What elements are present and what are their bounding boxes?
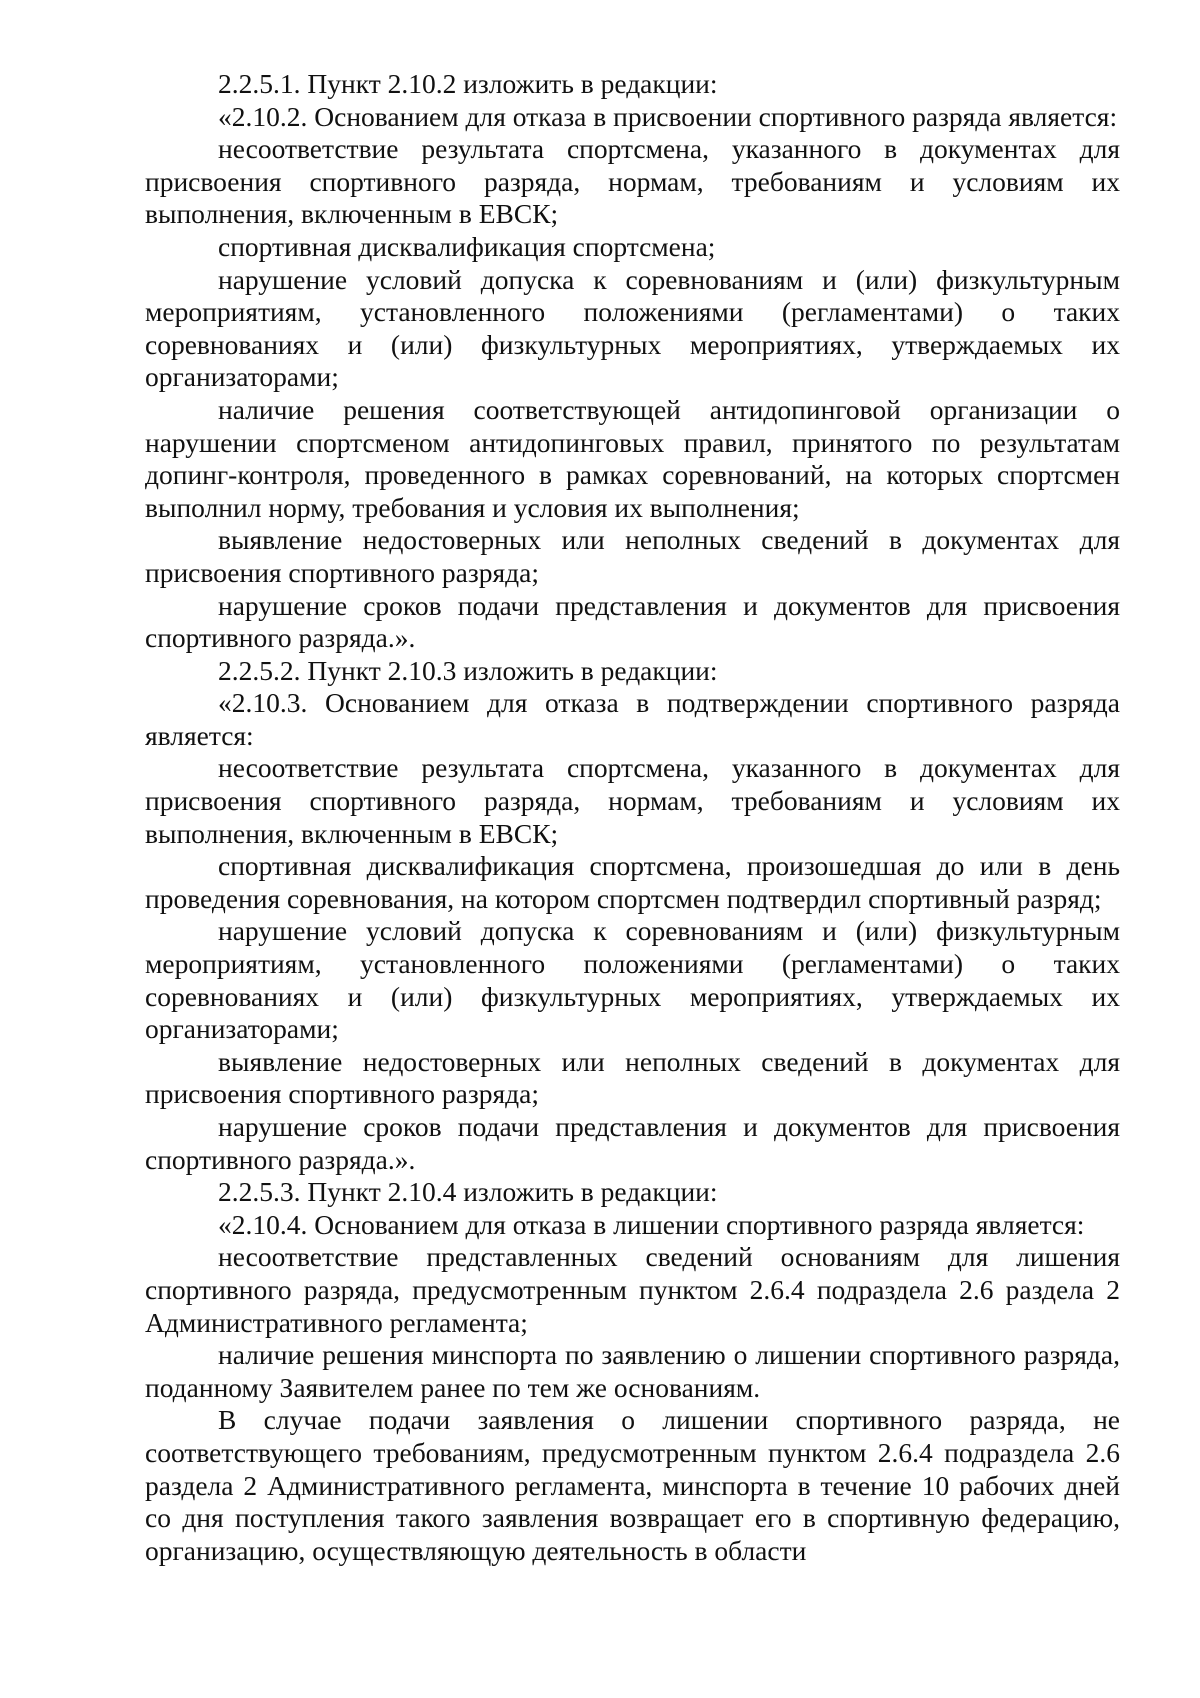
paragraph-list-item: нарушение условий допуска к соревнованиям и (или) физкультурным мероприятиям, установленного положениями (регламентами) о таких соревнованиях и (или) физкультурных мероприятиях, утверждаемых их организаторами; <box>145 263 1120 393</box>
paragraph-list-item: спортивная дисквалификация спортсмена; <box>218 230 716 262</box>
paragraph-list-item: выявление недостоверных или неполных сведений в документах для присвоения спортивного разряда; <box>145 1045 1120 1110</box>
paragraph-2-10-4-intro: «2.10.4. Основанием для отказа в лишении спортивного разряда является: <box>218 1208 1085 1240</box>
paragraph-body: В случае подачи заявления о лишении спортивного разряда, не соответствующего требованиям, предусмотренным пунктом 2.6.4 подраздела 2.6 раздела 2 Административного регламента, минспорта в течение 10 рабочих дней со дня поступления такого заявления возвращает его в спортивную федерацию, организацию, осуществляющую деятельность в области <box>145 1404 1120 1566</box>
document-page <box>145 68 1120 1567</box>
paragraph-list-item: наличие решения минспорта по заявлению о лишении спортивного разряда, поданному Заявителем ранее по тем же основаниям. <box>145 1339 1120 1403</box>
paragraph-2-2-5-1-heading: 2.2.5.1. Пункт 2.10.2 изложить в редакции: <box>218 68 718 99</box>
paragraph-2-2-5-2-heading: 2.2.5.2. Пункт 2.10.3 изложить в редакции: <box>218 654 718 686</box>
paragraph-list-item: наличие решения соответствующей антидопинговой организации о нарушении спортсменом антидопинговых правил, принятого по результатам допинг-контроля, проведенного в рамках соревнований, на которых спортсмен выполнил норму, требования и условия их выполнения; <box>145 393 1120 523</box>
paragraph-2-10-3-intro: «2.10.3. Основанием для отказа в подтверждении спортивного разряда является: <box>145 687 1120 751</box>
paragraph-2-2-5-3-heading: 2.2.5.3. Пункт 2.10.4 изложить в редакции: <box>218 1176 718 1208</box>
paragraph-list-item: спортивная дисквалификация спортсмена, произошедшая до или в день проведения соревнования, на котором спортсмен подтвердил спортивный разряд; <box>145 850 1120 914</box>
paragraph-list-item: несоответствие результата спортсмена, указанного в документах для присвоения спортивного разряда, нормам, требованиям и условиям их выполнения, включенным в ЕВСК; <box>145 752 1120 849</box>
paragraph-list-item: несоответствие результата спортсмена, указанного в документах для присвоения спортивного разряда, нормам, требованиям и условиям их выполнения, включенным в ЕВСК; <box>145 133 1120 230</box>
paragraph-list-item: несоответствие представленных сведений основаниям для лишения спортивного разряда, предусмотренным пунктом 2.6.4 подраздела 2.6 раздела 2 Административного регламента; <box>145 1241 1120 1338</box>
paragraph-list-item: нарушение сроков подачи представления и документов для присвоения спортивного разряда.». <box>145 589 1120 654</box>
paragraph-list-item: нарушение сроков подачи представления и документов для присвоения спортивного разряда.». <box>145 1111 1120 1175</box>
paragraph-list-item: выявление недостоверных или неполных сведений в документах для присвоения спортивного разряда; <box>145 524 1120 588</box>
paragraph-list-item: нарушение условий допуска к соревнованиям и (или) физкультурным мероприятиям, установленного положениями (регламентами) о таких соревнованиях и (или) физкультурных мероприятиях, утверждаемых их организаторами; <box>145 915 1120 1045</box>
paragraph-2-10-2-intro: «2.10.2. Основанием для отказа в присвоении спортивного разряда является: <box>218 100 1118 132</box>
